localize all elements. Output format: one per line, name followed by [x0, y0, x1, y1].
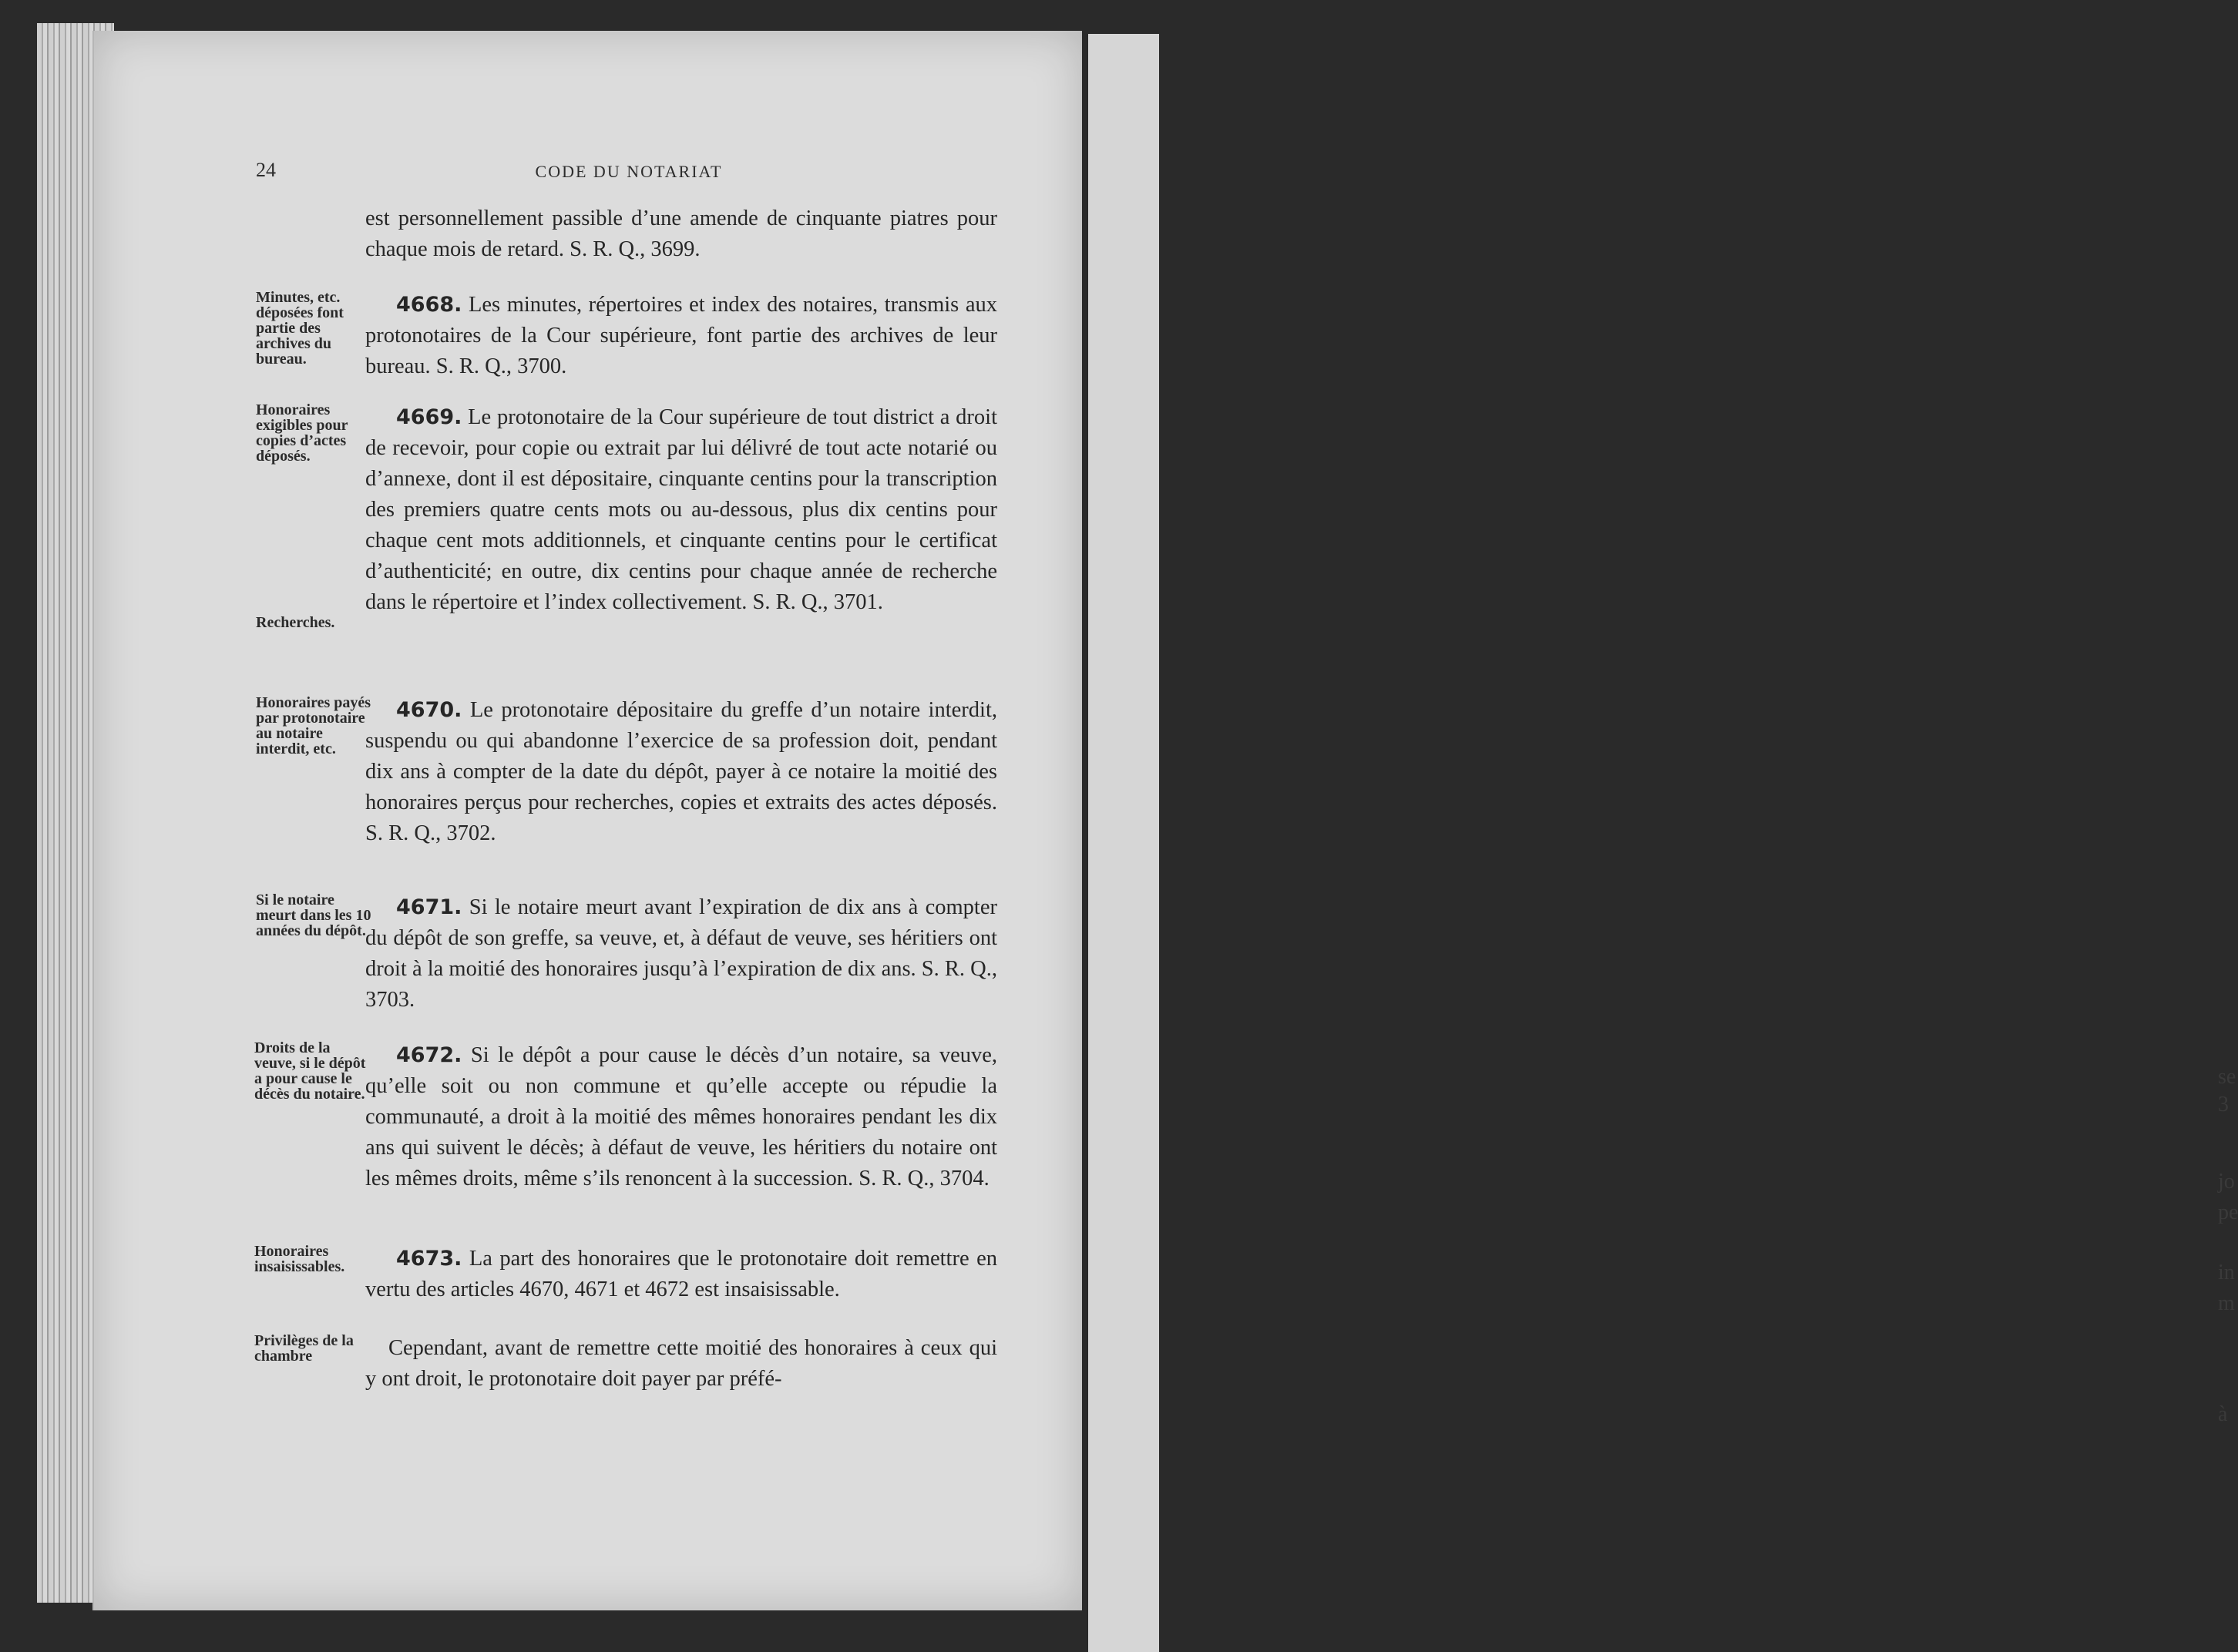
margin-note-4673: Honoraires insaisissables.: [254, 1243, 345, 1275]
facing-fragment: in: [2218, 1261, 2235, 1284]
article-4671: [365, 892, 997, 1016]
final-paragraph: Cependant, avant de remettre cette moitié des honoraires à ceux qui y ont droit, le protonotaire doit payer par préfé-: [365, 1336, 997, 1391]
margin-note-4671: Si le notaire meurt dans les 10 années du dépôt.: [256, 891, 371, 939]
article-4668: [365, 290, 997, 382]
continuation-paragraph: est personnellement passible d’une amende de cinquante piatres pour chaque mois de retard. S. R. Q., 3699.: [365, 206, 997, 261]
article-text: Les minutes, répertoires et index des notaires, transmis aux protonotaires de la Cour supérieure, font partie des archives de leur bureau. S. R. Q., 3700.: [365, 293, 997, 378]
page-header: [256, 159, 1002, 190]
margin-note-4669: Honoraires exigibles pour copies d’actes déposés.: [256, 401, 348, 465]
article-4672: [365, 1040, 997, 1194]
facing-fragment: pe: [2218, 1200, 2238, 1224]
article-4669: [365, 402, 997, 618]
margin-note-recherches: Recherches.: [256, 614, 335, 631]
margin-note-4668: Minutes, etc. déposées font partie des archives du bureau.: [256, 289, 344, 368]
article-number: 4673.: [396, 1247, 462, 1271]
article-4670: [365, 695, 997, 849]
article-number: 4672.: [396, 1043, 462, 1067]
article-text: Le protonotaire de la Cour supérieure de tout district a droit de recevoir, pour copie ou extrait par lui délivré de tout acte notarié ou d’annexe, dont il est dépositaire, cinquante centins pour la transcription des premiers quatre cents mots ou au-dessous, plus dix centins pour chaque cent mots additionnels, et cinquante centins pour le certificat d’authenticité; en outre, dix centins pour chaque année de recherche dans le répertoire et l’index collectivement. S. R. Q., 3701.: [365, 405, 997, 614]
article-number: 4670.: [396, 698, 462, 722]
facing-fragment: à: [2218, 1402, 2228, 1426]
article-number: 4668.: [396, 293, 462, 317]
facing-fragment: 3: [2218, 1093, 2229, 1116]
article-4673: [365, 1244, 997, 1305]
article-text: Le protonotaire dépositaire du greffe d’un notaire interdit, suspendu ou qui abandonne l’exercice de sa profession doit, pendant dix ans à compter de la date du dépôt, payer à ce notaire la moitié des honoraires perçus pour recherches, copies et extraits des actes déposés. S. R. Q., 3702.: [365, 698, 997, 845]
facing-fragment: m: [2218, 1291, 2235, 1315]
article-text: Si le notaire meurt avant l’expiration de dix ans à compter du dépôt de son greffe, sa veuve, et, à défaut de veuve, ses héritiers ont droit à la moitié des honoraires jusqu’à l’expiration de dix ans. S. R. Q., 3703.: [365, 895, 998, 1012]
article-number: 4671.: [396, 895, 462, 919]
article-number: 4669.: [396, 405, 462, 429]
running-head: CODE DU NOTARIAT: [535, 162, 723, 181]
margin-note-4670: Honoraires payés par protonotaire au notaire interdit, etc.: [256, 694, 371, 757]
facing-fragment: jo: [2218, 1170, 2235, 1194]
facing-fragment: se: [2218, 1065, 2236, 1089]
article-text: Si le dépôt a pour cause le décès d’un notaire, sa veuve, qu’elle soit ou non commune et qu’elle accepte ou répudie la communauté, a droit à la moitié des mêmes honoraires pendant les dix ans qui suivent le décès; à défaut de veuve, les héritiers du notaire ont les mêmes droits, même s’ils renoncent à la succession. S. R. Q., 3704.: [365, 1043, 997, 1190]
article-text: La part des honoraires que le protonotaire doit remettre en vertu des articles 4670, 4671 et 4672 est insaisissable.: [365, 1247, 997, 1301]
margin-note-privileges: Privilèges de la chambre: [254, 1332, 354, 1365]
page-number: 24: [256, 159, 276, 181]
margin-note-4672: Droits de la veuve, si le dépôt a pour cause le décès du notaire.: [254, 1039, 366, 1103]
